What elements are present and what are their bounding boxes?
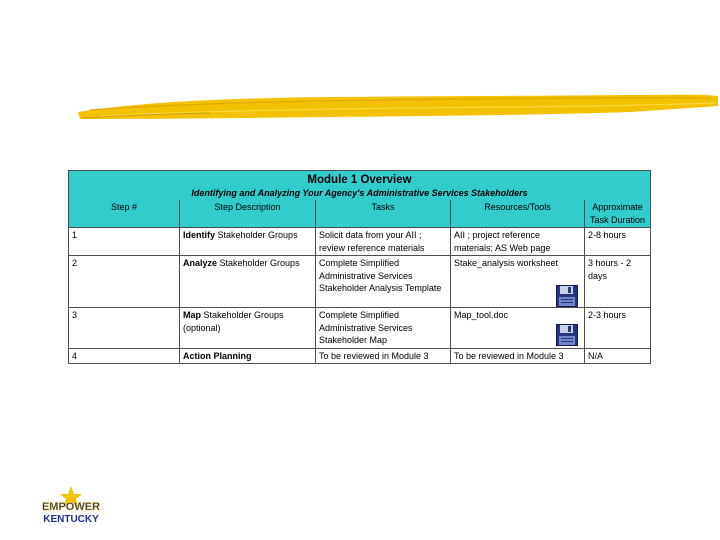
step-resources: Map_tool.doc [451, 308, 585, 349]
step-description-rest: Stakeholder Groups [215, 230, 298, 240]
step-verb: Action Planning [183, 350, 252, 361]
step-description-rest: Stakeholder Groups [217, 258, 300, 268]
step-duration: 2-3 hours [585, 308, 651, 349]
step-tasks: Solicit data from your AII ; review reference materials [316, 228, 451, 256]
floppy-disk-icon[interactable] [556, 285, 578, 307]
logo-line1: EMPOWER [41, 501, 101, 513]
col-header-duration: Approximate Task Duration [585, 200, 651, 228]
step-verb: Identify [183, 230, 216, 240]
step-description [180, 348, 316, 364]
table-title-cell [69, 171, 651, 201]
step-description [180, 228, 316, 256]
step-number: 2 [69, 256, 180, 308]
step-duration: 2-8 hours [585, 228, 651, 256]
col-header-tasks: Tasks [316, 200, 451, 228]
table-subtitle: Identifying and Analyzing Your Agency's Administrative Services Stakeholders [191, 188, 528, 198]
step-number: 4 [69, 348, 180, 364]
step-duration: 3 hours - 2 days [585, 256, 651, 308]
floppy-disk-icon[interactable] [556, 324, 578, 346]
step-description [180, 308, 316, 349]
col-header-description: Step Description [180, 200, 316, 228]
col-header-step: Step # [69, 200, 180, 228]
step-tasks: Complete Simplified Administrative Services Stakeholder Map [316, 308, 451, 349]
empower-kentucky-logo [40, 486, 102, 528]
step-resources: AII ; project reference materials; AS Web page [451, 228, 585, 256]
table-row [69, 228, 651, 256]
step-resources: To be reviewed in Module 3 [451, 348, 585, 364]
step-tasks: Complete Simplified Administrative Services Stakeholder Analysis Template [316, 256, 451, 308]
table-title-row [69, 171, 651, 201]
step-verb: Analyze [183, 258, 218, 268]
table-row [69, 348, 651, 364]
step-duration: N/A [585, 348, 651, 364]
column-header-row [69, 200, 651, 228]
table-title: Module 1 Overview [307, 174, 412, 186]
logo-line2: KENTUCKY [43, 514, 99, 525]
col-header-resources: Resources/Tools [451, 200, 585, 228]
step-resources: Stake_analysis worksheet [451, 256, 585, 308]
step-tasks: To be reviewed in Module 3 [316, 348, 451, 364]
step-verb: Map [183, 310, 201, 320]
step-number: 3 [69, 308, 180, 349]
step-description-rest: Stakeholder Groups (optional) [183, 310, 284, 333]
step-description [180, 256, 316, 308]
yellow-brush-stroke [70, 88, 720, 128]
step-number: 1 [69, 228, 180, 256]
